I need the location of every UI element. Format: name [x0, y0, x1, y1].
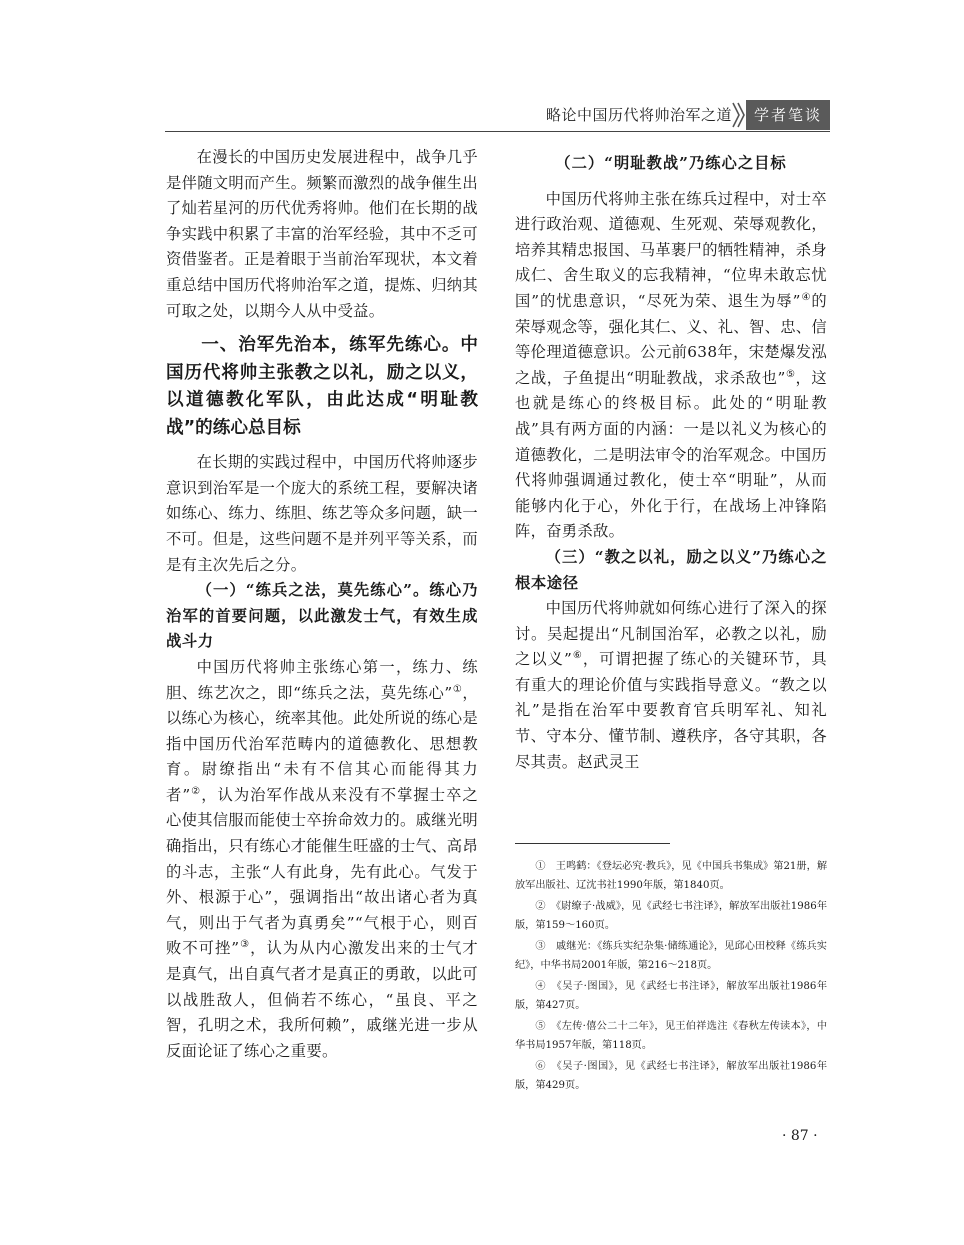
footnote-ref[interactable]: ①	[452, 683, 463, 695]
footnote-marker: ④	[535, 981, 547, 992]
footnote-marker: ①	[535, 861, 546, 872]
header-rule	[165, 131, 830, 132]
footnote-marker: ②	[535, 901, 546, 912]
right-column	[515, 145, 827, 775]
page-number: · 87 ·	[782, 1128, 818, 1144]
footnote-item	[515, 898, 827, 935]
section-heading-1: 一、治军先治本，练军先练心。中国历代将帅主张教之以礼，励之以义，以道德教化军队，由此达成“明耻教战”的练心总目标	[166, 335, 478, 438]
footnote-ref[interactable]: ⑥	[572, 650, 583, 662]
subsection-heading-3: （三）“教之以礼，励之以义”乃练心之根本途径	[515, 547, 827, 592]
footnote-ref[interactable]: ⑤	[785, 368, 796, 380]
subsection2-paragraph	[515, 187, 827, 545]
subsection-heading-1: （一）“练兵之法，莫先练心”。练心乃治军的首要问题，以此激发士气，有效生成战斗力	[166, 581, 478, 651]
footnote-item	[515, 858, 827, 895]
footnote-ref[interactable]: ②	[190, 785, 202, 797]
footnote-text: 《吴子·图国》，见《武经七书注译》，解放军出版社1986年版，第429页。	[515, 1061, 828, 1091]
running-header-title: 略论中国历代将帅治军之道	[545, 106, 732, 124]
running-header	[165, 100, 830, 130]
text-run: ，认为治军作战从来没有不掌握士卒之心使其信服而能使士卒拚命效力的。戚继光明确指出，只有练心才能催生旺盛的士气、高昂的斗志，主张“人有此身，先有此心。气发于外、根源于心”，强调指出“故出诸心者为真气，则出于气者为真勇矣”“气根于心，则百败不可挫”	[166, 785, 479, 958]
left-column	[166, 145, 478, 1064]
text-run: 中国历代将帅就如何练心进行了深入的探讨。吴起提出“凡制国治军，必教之以礼，励之以义”	[515, 599, 827, 669]
footnote-marker: ⑤	[535, 1021, 546, 1032]
text-run: 中国历代将帅主张练心第一，练力、练胆、练艺次之，即“练兵之法，莫先练心”	[166, 657, 478, 702]
text-run: 的荣辱观念等，强化其仁、义、礼、智、忠、信等伦理道德意识。公元前638年，宋楚爆发泓之战，子鱼提出“明耻教战，求杀敌也”	[515, 291, 827, 387]
footnote-rule	[515, 843, 670, 844]
footnote-marker: ③	[535, 941, 546, 952]
footnote-marker: ⑥	[535, 1061, 547, 1072]
subsection-heading-2: （二）“明耻教战”乃练心之目标	[555, 154, 787, 172]
column-badge: 学者笔谈	[746, 100, 830, 130]
footnote-text: 《尉缭子·战威》，见《武经七书注译》，解放军出版社1986年版，第159～160页。	[515, 901, 828, 931]
footnotes	[515, 858, 827, 1098]
footnote-item	[515, 978, 827, 1015]
footnote-text: 戚继光：《练兵实纪杂集·储练通论》，见邱心田校释《练兵实纪》，中华书局2001年版，第216～218页。	[515, 941, 827, 971]
double-chevron-icon	[732, 102, 746, 128]
subsection1-paragraph	[166, 655, 478, 1065]
section1-paragraph: 在长期的实践过程中，中国历代将帅逐步意识到治军是一个庞大的系统工程，要解决诸如练心、练力、练胆、练艺等众多问题，缺一不可。但是，这些问题不是并列平等关系，而是有主次先后之分。	[166, 453, 478, 574]
footnote-item	[515, 1058, 827, 1095]
footnote-item	[515, 938, 827, 975]
footnote-text: 王鸣鹤：《登坛必究·教兵》，见《中国兵书集成》第21册，解放军出版社、辽沈书社1990年版，第1840页。	[515, 861, 828, 891]
footnote-ref[interactable]: ③	[239, 939, 251, 951]
text-run: ，认为从内心激发出来的士气才是真气，出自真气者才是真正的勇敢，以此可以战胜敌人，但倘若不练心，“虽良、平之智，孔明之术，我所何赖”，戚继光进一步从反面论证了练心之重要。	[166, 939, 479, 1060]
subsection3-paragraph	[515, 596, 827, 775]
text-run: ，这也就是练心的终极目标。此处的“明耻教战”具有两方面的内涵：一是以礼义为核心的道德教化，二是明法审令的治军观念。中国历代将帅强调通过教化，使士卒“明耻”，从而能够内化于心，外化于行，在战场上冲锋陷阵，奋勇杀敌。	[515, 368, 827, 541]
footnote-item	[515, 1018, 827, 1055]
intro-paragraph: 在漫长的中国历史发展进程中，战争几乎是伴随文明而产生。频繁而激烈的战争催生出了灿若星河的历代优秀将帅。他们在长期的战争实践中积累了丰富的治军经验，其中不乏可资借鉴者。正是着眼于当前治军现状，本文着重总结中国历代将帅治军之道，提炼、归纳其可取之处，以期今人从中受益。	[166, 148, 478, 320]
text-run: ，以练心为核心，统率其他。此处所说的练心是指中国历代治军范畴内的道德教化、思想教育。尉缭指出“未有不信其心而能得其力者”	[166, 683, 479, 804]
text-run: ，可谓把握了练心的关键环节，具有重大的理论价值与实践指导意义。“教之以礼”是指在治军中要教育官兵明军礼、知礼节、守本分、懂节制、遵秩序，各守其职，各尽其责。赵武灵王	[515, 650, 827, 771]
footnote-text: 《左传·僖公二十二年》，见王伯祥选注《春秋左传读本》，中华书局1957年版，第118页。	[515, 1021, 828, 1051]
footnote-text: 《吴子·图国》，见《武经七书注译》，解放军出版社1986年版，第427页。	[515, 981, 828, 1011]
text-run: 中国历代将帅主张在练兵过程中，对士卒进行政治观、道德观、生死观、荣辱观教化，培养其精忠报国、马革裹尸的牺牲精神，杀身成仁、舍生取义的忘我精神，“位卑未敢忘忧国”的忧患意识，“尽死为荣、退生为辱”	[515, 189, 827, 310]
footnote-ref[interactable]: ④	[800, 291, 812, 303]
